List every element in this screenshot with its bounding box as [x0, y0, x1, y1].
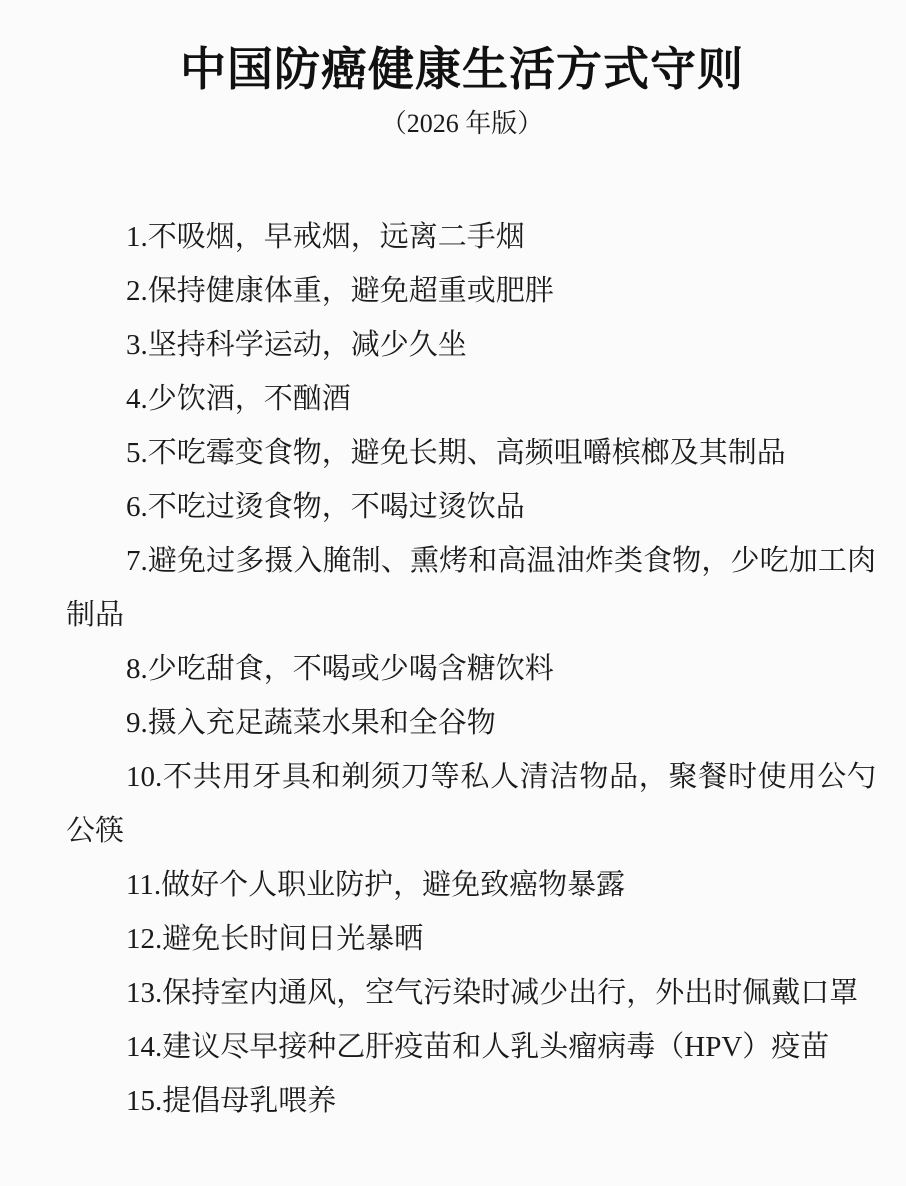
guideline-item-1: 1.不吸烟，早戒烟，远离二手烟 [126, 221, 525, 253]
guideline-item-6: 6.不吃过烫食物，不喝过烫饮品 [126, 491, 525, 523]
guidelines-list [66, 210, 876, 1128]
guideline-item-7: 7.避免过多摄入腌制、熏烤和高温油炸类食物，少吃加工肉制品 [66, 545, 876, 631]
guideline-item-4: 4.少饮酒，不酗酒 [126, 383, 351, 415]
guideline-item-3: 3.坚持科学运动，减少久坐 [126, 329, 467, 361]
guideline-item-14: 14.建议尽早接种乙肝疫苗和人乳头瘤病毒（HPV）疫苗 [126, 1031, 830, 1063]
guideline-item-9: 9.摄入充足蔬菜水果和全谷物 [126, 707, 496, 739]
page-title: 中国防癌健康生活方式守则 [180, 44, 744, 95]
guideline-item-13: 13.保持室内通风，空气污染时减少出行，外出时佩戴口罩 [126, 977, 859, 1009]
page-subtitle: （2026 年版） [380, 109, 544, 138]
guideline-item-5: 5.不吃霉变食物，避免长期、高频咀嚼槟榔及其制品 [126, 437, 786, 469]
guideline-item-11: 11.做好个人职业防护，避免致癌物暴露 [126, 869, 626, 901]
guideline-item-2: 2.保持健康体重，避免超重或肥胖 [126, 275, 554, 307]
guideline-item-12: 12.避免长时间日光暴晒 [126, 923, 424, 955]
guideline-item-10: 10.不共用牙具和剃须刀等私人清洁物品，聚餐时使用公勺公筷 [66, 761, 876, 847]
guideline-item-15: 15.提倡母乳喂养 [126, 1085, 337, 1117]
guideline-item-8: 8.少吃甜食，不喝或少喝含糖饮料 [126, 653, 554, 685]
